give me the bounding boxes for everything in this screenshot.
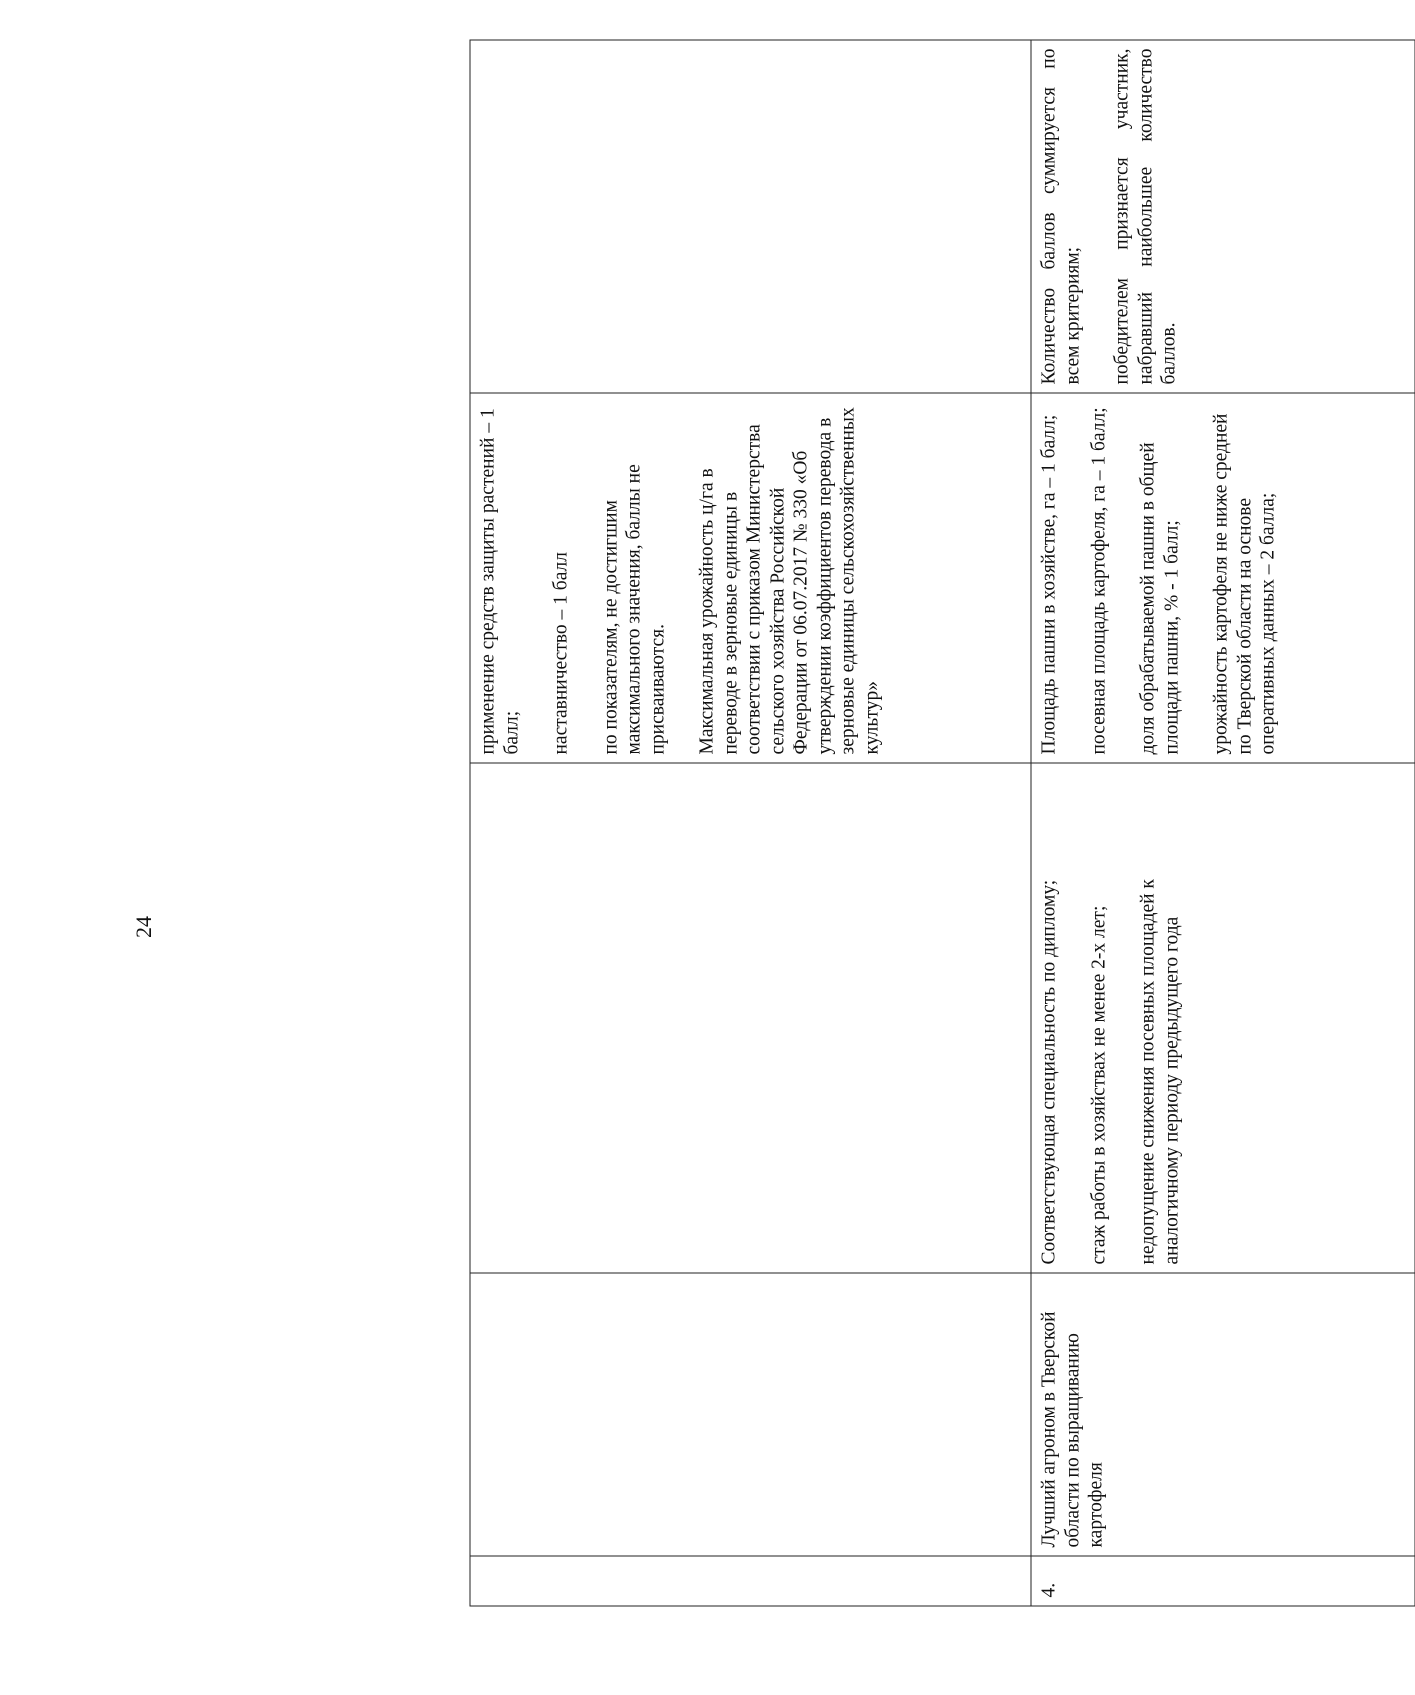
criteria-line: недопущение снижения посевных площадей к аналогичному периоду предыдущего года bbox=[1137, 878, 1182, 1264]
row-number: 4. bbox=[1038, 1582, 1059, 1597]
cell-indicators bbox=[1031, 393, 1415, 763]
cell-nomination-empty bbox=[470, 1273, 1031, 1556]
rotated-table bbox=[469, 40, 1392, 1606]
nomination-text: Лучший агроном в Тверской области по выращиванию картофеля bbox=[1038, 1310, 1106, 1547]
page-number-wrap bbox=[82, 828, 156, 938]
indicator-line: наставничество – 1 балл bbox=[550, 551, 571, 754]
criteria-table bbox=[469, 39, 1415, 1606]
cell-number-empty bbox=[470, 1556, 1031, 1606]
indicator-line: Площадь пашни в хозяйстве, га – 1 балл; bbox=[1038, 414, 1059, 754]
cell-nomination bbox=[1031, 1273, 1415, 1556]
indicator-line: доля обрабатываемой пашни в общей площади пашни, % - 1 балл; bbox=[1137, 441, 1182, 754]
cell-result-empty bbox=[470, 40, 1031, 393]
criteria-line: Соответствующая специальность по диплому; bbox=[1038, 879, 1059, 1264]
table-row-continued bbox=[470, 40, 1031, 1606]
cell-criteria-empty bbox=[470, 763, 1031, 1273]
criteria-line: стаж работы в хозяйствах не менее 2-х лет; bbox=[1087, 905, 1109, 1264]
cell-indicators-continued bbox=[470, 393, 1031, 763]
cell-criteria bbox=[1031, 763, 1415, 1273]
indicator-line: Максимальная урожайность ц/га в переводе в зерновые единицы в соответствии с приказом Министерства сельского хозяйства Российской Федерации от 06.07.2017 № 330 «Об утверждении коэффициентов перевода в зерновые единицы сельскохозяйственных культур» bbox=[696, 406, 882, 754]
page-number: 24 bbox=[131, 916, 156, 938]
indicator-line: посевная площадь картофеля, га – 1 балл; bbox=[1087, 406, 1109, 754]
cell-result bbox=[1031, 40, 1415, 393]
indicator-line: по показателям, не достигшим максимального значения, баллы не присваиваются. bbox=[599, 463, 668, 754]
result-line: победителем признается участник, набравший наибольшее количество баллов. bbox=[1111, 48, 1179, 384]
indicator-line: урожайность картофеля не ниже средней по Тверской области на основе оперативных данных – 2 балла; bbox=[1210, 413, 1278, 754]
table-row-4 bbox=[1031, 40, 1415, 1606]
indicator-line: применение средств защиты растений – 1 балл; bbox=[477, 407, 522, 754]
result-line: Количество баллов суммируется по всем критериям; bbox=[1038, 48, 1083, 384]
cell-number bbox=[1031, 1556, 1415, 1606]
